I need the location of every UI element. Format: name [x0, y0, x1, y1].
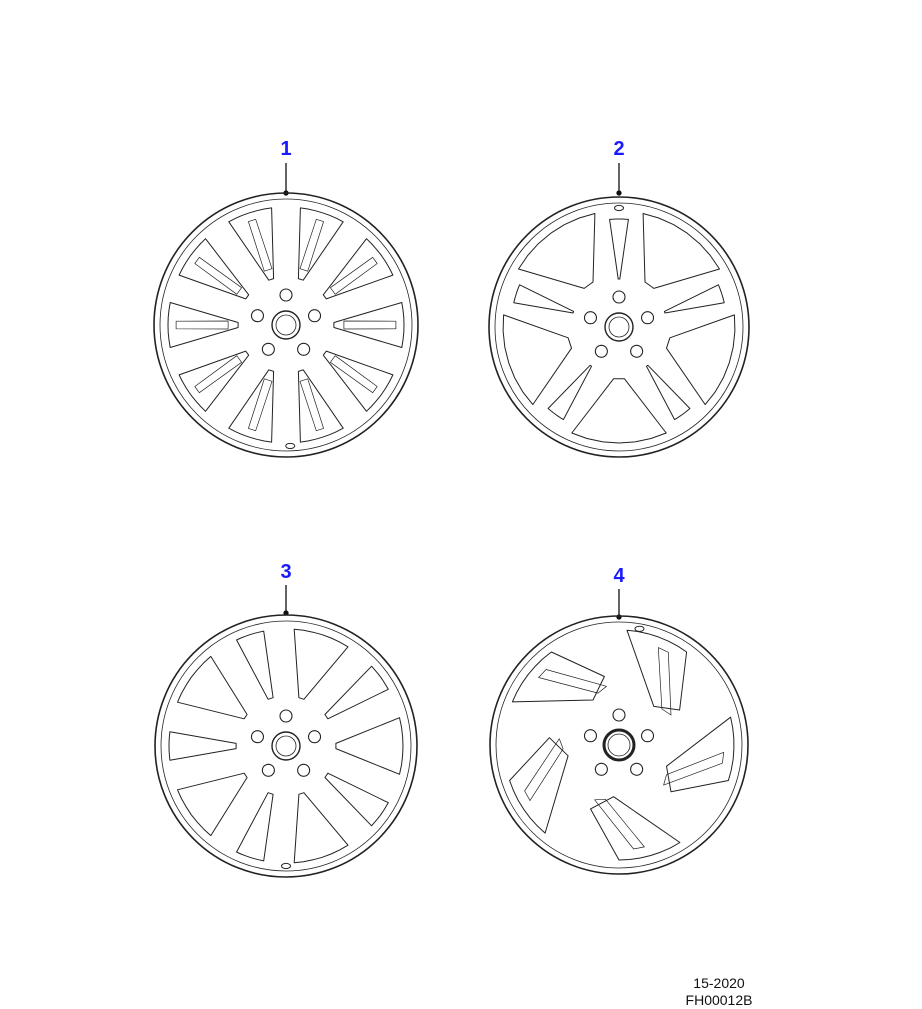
wheel-4-diagram [490, 616, 748, 874]
rim-inner [160, 199, 412, 451]
rim-outer [490, 616, 748, 874]
lug-hole [298, 764, 310, 776]
lug-hole [595, 763, 607, 775]
lug-hole [631, 345, 643, 357]
spoke-window [179, 239, 249, 299]
wheel-2-diagram [489, 197, 749, 457]
spoke-window [572, 379, 666, 443]
valve-stem [635, 626, 644, 631]
lug-hole [631, 763, 643, 775]
lug-hole [642, 730, 654, 742]
lug-hole [309, 310, 321, 322]
rim-inner [495, 203, 743, 451]
spoke-window [591, 797, 680, 860]
lug-hole [251, 731, 263, 743]
spoke-window [323, 351, 393, 411]
callout-4: 4 [613, 565, 625, 587]
spoke-window [336, 718, 403, 775]
spoke-window [294, 629, 348, 699]
spoke-window [237, 631, 274, 699]
lug-hole [280, 289, 292, 301]
rim-outer [489, 197, 749, 457]
valve-stem [615, 205, 624, 210]
spoke-window [510, 738, 568, 833]
spoke-window [667, 315, 735, 405]
lug-hole [642, 312, 654, 324]
center-bore [604, 730, 634, 760]
date-code: 15-2020 [693, 975, 745, 991]
rim-outer [154, 193, 418, 457]
figure-code: FH00012B [685, 992, 753, 1008]
lug-hole [584, 730, 596, 742]
spoke-sweep [595, 799, 645, 849]
footer-codes [659, 975, 779, 1009]
spoke-window [512, 652, 604, 702]
lug-hole [584, 312, 596, 324]
spoke-window [168, 303, 238, 348]
center-bore-inner [276, 315, 296, 335]
rim-inner [161, 621, 411, 871]
lug-hole [613, 709, 625, 721]
lug-hole [262, 764, 274, 776]
spoke-window [627, 630, 687, 710]
spoke-window [178, 773, 248, 835]
spoke-window [178, 656, 248, 718]
callout-3: 3 [280, 561, 292, 583]
lug-hole [595, 345, 607, 357]
spoke-slot [664, 285, 724, 313]
leader-dot-2 [617, 191, 621, 195]
center-bore-inner [276, 736, 296, 756]
spoke-sweep [664, 752, 724, 785]
spoke-window [237, 793, 274, 861]
spoke-split [300, 379, 324, 431]
spoke-window [298, 370, 343, 442]
spoke-split [248, 379, 272, 431]
spoke-window [323, 239, 393, 299]
spoke-split [248, 219, 272, 271]
spoke-slot [514, 285, 574, 313]
spoke-sweep [658, 648, 671, 715]
spoke-window [503, 315, 571, 405]
valve-stem [282, 863, 291, 868]
spoke-window [179, 351, 249, 411]
spoke-window [229, 208, 274, 280]
callout-1: 1 [280, 138, 292, 160]
spoke-slot [610, 219, 629, 279]
spoke-window [519, 214, 595, 289]
lug-hole [309, 731, 321, 743]
spoke-window [325, 666, 388, 719]
lug-hole [262, 343, 274, 355]
spoke-window [294, 793, 348, 863]
spoke-split [344, 321, 396, 329]
rim-outer [155, 615, 417, 877]
callout-2: 2 [613, 138, 625, 160]
spoke-window [334, 303, 404, 348]
wheel-3-diagram [155, 615, 417, 877]
spoke-window [169, 732, 236, 761]
lug-hole [298, 343, 310, 355]
center-bore-inner [608, 734, 630, 756]
center-bore-inner [609, 317, 629, 337]
lug-hole [280, 710, 292, 722]
spoke-window [643, 214, 719, 289]
spoke-window [229, 370, 274, 442]
lug-hole [613, 291, 625, 303]
spoke-split [300, 219, 324, 271]
valve-stem [286, 443, 295, 448]
spoke-window [298, 208, 343, 280]
lug-hole [251, 310, 263, 322]
spoke-split [176, 321, 228, 329]
wheel-1-diagram [154, 193, 418, 457]
spoke-window [325, 773, 388, 826]
